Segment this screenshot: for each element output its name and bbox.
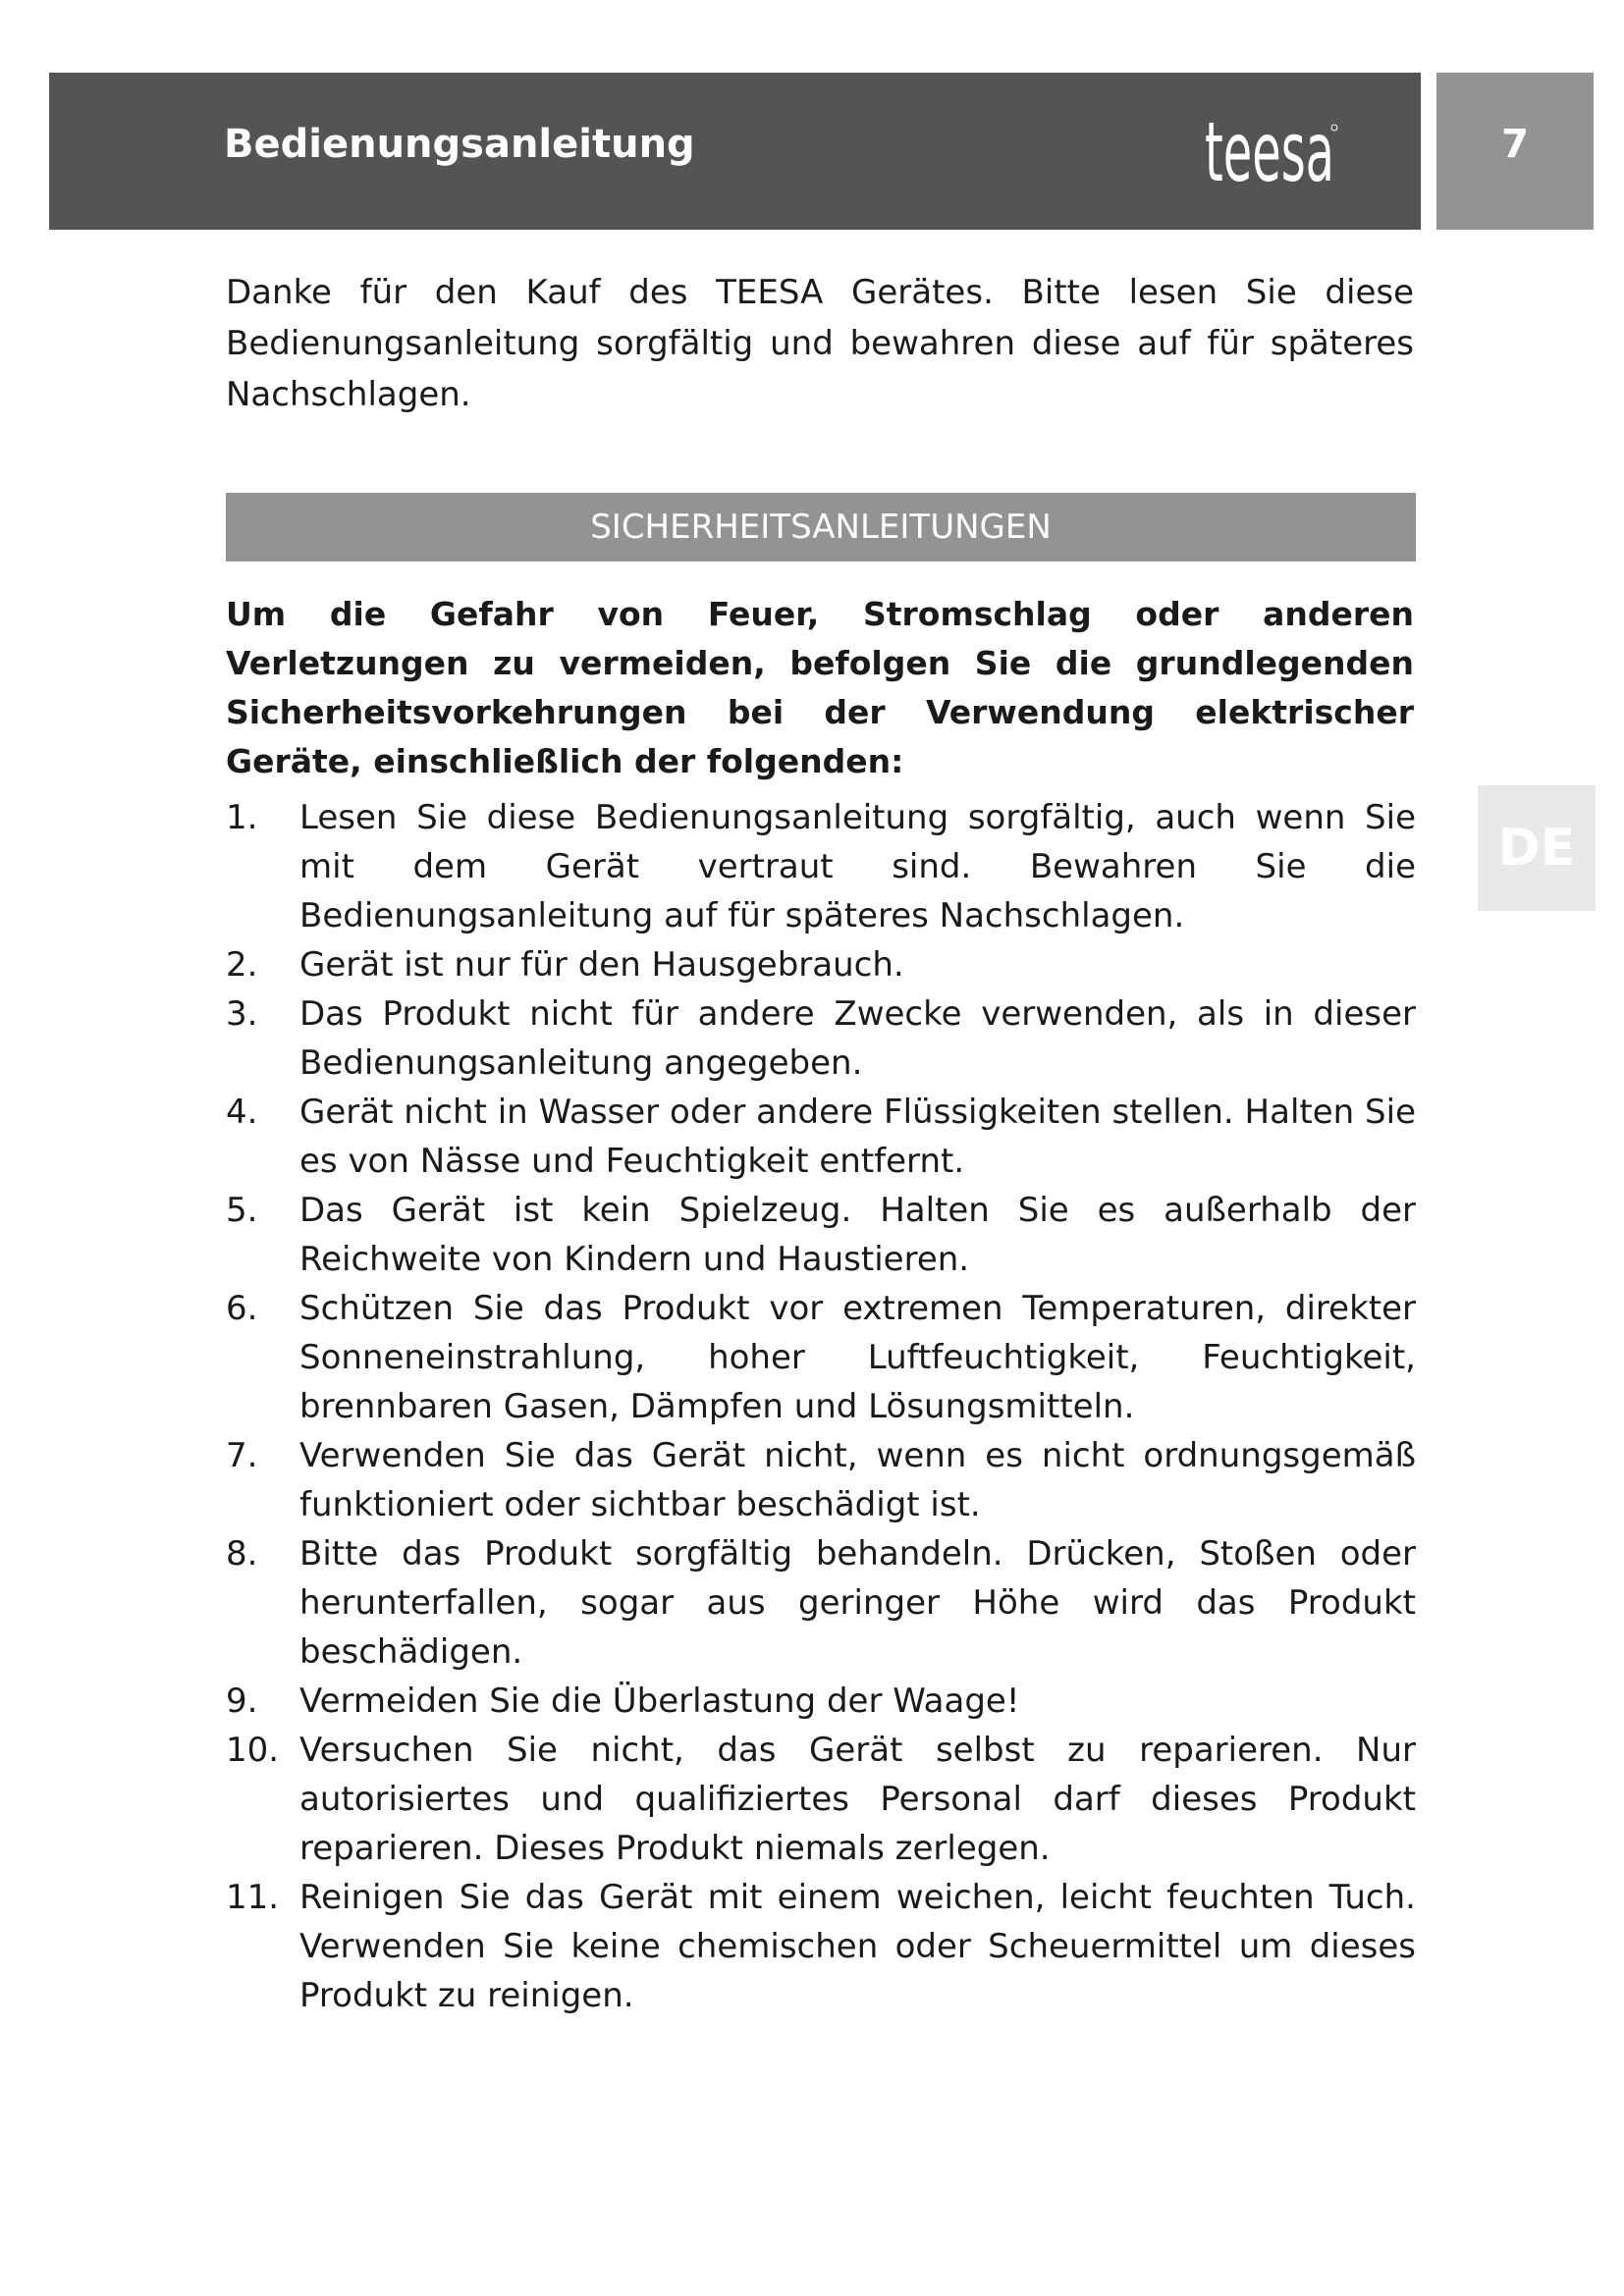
list-item xyxy=(226,1284,1416,1431)
item-number: 10. xyxy=(226,1731,280,1770)
item-text: Reinigen Sie das Gerät mit einem weichen, leicht feuchten Tuch. Verwenden Sie keine chemischen oder Scheuermittel um dieses Produkt zu reinigen. xyxy=(299,1878,1416,2015)
item-number: 2. xyxy=(226,945,258,985)
item-number: 9. xyxy=(226,1682,258,1721)
item-number: 3. xyxy=(226,994,258,1034)
item-text: Vermeiden Sie die Überlastung der Waage! xyxy=(299,1682,1020,1721)
item-text: Bitte das Produkt sorgfältig behandeln. Drücken, Stoßen oder herunterfallen, sogar aus geringer Höhe wird das Produkt beschädigen. xyxy=(299,1534,1416,1672)
item-text: Gerät ist nur für den Hausgebrauch. xyxy=(299,945,904,985)
item-text: Gerät nicht in Wasser oder andere Flüssigkeiten stellen. Halten Sie es von Nässe und Feuchtigkeit entfernt. xyxy=(299,1093,1416,1181)
item-number: 7. xyxy=(226,1436,258,1475)
item-text: Das Gerät ist kein Spielzeug. Halten Sie es außerhalb der Reichweite von Kindern und Haustieren. xyxy=(299,1191,1416,1279)
svg-text:teesa: teesa xyxy=(1205,104,1334,200)
header-bar xyxy=(49,73,1421,230)
item-text: Schützen Sie das Produkt vor extremen Temperaturen, direkter Sonneneinstrahlung, hoher Luftfeuchtigkeit, Feuchtigkeit, brennbaren Gasen, Dämpfen und Lösungsmitteln. xyxy=(299,1289,1416,1426)
list-item xyxy=(226,989,1416,1088)
item-number: 8. xyxy=(226,1534,258,1574)
item-text: Lesen Sie diese Bedienungsanleitung sorgfältig, auch wenn Sie mit dem Gerät vertraut sind. Bewahren Sie die Bedienungsanleitung auf für späteres Nachschlagen. xyxy=(299,798,1416,935)
list-item xyxy=(226,1088,1416,1186)
item-number: 6. xyxy=(226,1289,258,1328)
list-item xyxy=(226,1186,1416,1284)
teesa-logo xyxy=(1196,82,1343,220)
list-item xyxy=(226,1431,1416,1529)
item-number: 1. xyxy=(226,798,258,837)
item-text: Versuchen Sie nicht, das Gerät selbst zu reparieren. Nur autorisiertes und qualifiziertes Personal darf dieses Produkt reparieren. Dieses Produkt niemals zerlegen. xyxy=(299,1731,1416,1868)
list-item xyxy=(226,1873,1416,2020)
list-item xyxy=(226,1726,1416,1873)
language-tab xyxy=(1478,785,1596,911)
list-item xyxy=(226,793,1416,940)
section-heading: SICHERHEITSANLEITUNGEN xyxy=(226,493,1416,561)
item-number: 5. xyxy=(226,1191,258,1230)
list-item xyxy=(226,940,1416,989)
list-item xyxy=(226,1677,1416,1726)
item-number: 4. xyxy=(226,1093,258,1132)
item-text: Das Produkt nicht für andere Zwecke verwenden, als in dieser Bedienungsanleitung angegeben. xyxy=(299,994,1416,1083)
document-title: Bedienungsanleitung xyxy=(224,122,695,167)
safety-instructions-list xyxy=(226,793,1416,2020)
page-number: 7 xyxy=(1501,122,1529,167)
page-number-box xyxy=(1436,73,1594,230)
item-text: Verwenden Sie das Gerät nicht, wenn es nicht ordnungsgemäß funktioniert oder sichtbar beschädigt ist. xyxy=(299,1436,1416,1524)
intro-paragraph: Danke für den Kauf des TEESA Gerätes. Bitte lesen Sie diese Bedienungsanleitung sorgfältig und bewahren diese auf für späteres Nachschlagen. xyxy=(226,273,1414,414)
safety-lead-text: Um die Gefahr von Feuer, Stromschlag oder anderen Verletzungen zu vermeiden, befolgen Sie die grundlegenden Sicherheitsvorkehrungen bei der Verwendung elektrischer Geräte, einschließlich der folgenden: xyxy=(226,595,1414,780)
language-label: DE xyxy=(1497,819,1576,878)
item-number: 11. xyxy=(226,1878,280,1917)
list-item xyxy=(226,1529,1416,1677)
